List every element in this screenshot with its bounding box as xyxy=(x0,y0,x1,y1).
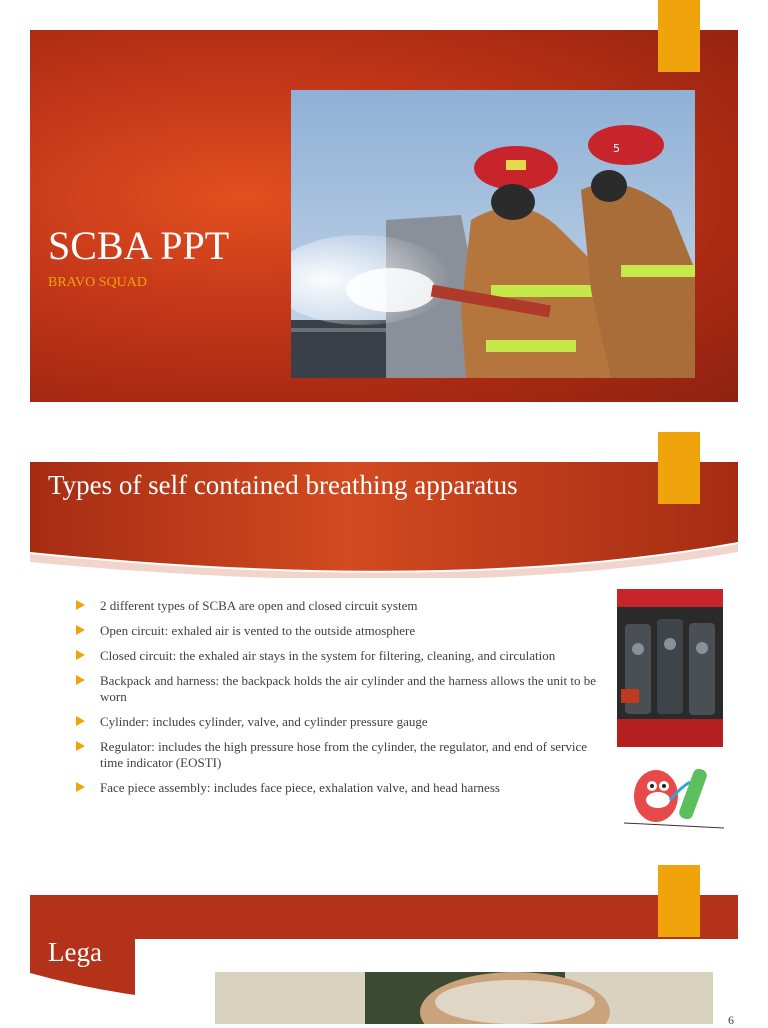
bullet-text: Face piece assembly: includes face piece, exhalation valve, and head harness xyxy=(100,780,500,795)
page-number: 6 xyxy=(728,1013,734,1027)
slide-title xyxy=(0,0,768,432)
bullet-arrow-icon xyxy=(76,741,85,751)
bullet-arrow-icon xyxy=(76,625,85,635)
bullet-item xyxy=(76,598,606,614)
bullet-arrow-icon xyxy=(76,600,85,610)
slide-title-text: Types of self contained breathing apparatus xyxy=(48,470,518,500)
oxygen-tank-cartoon xyxy=(604,748,738,838)
bullet-arrow-icon xyxy=(76,782,85,792)
accent-tab xyxy=(658,865,700,937)
bullet-item xyxy=(76,739,606,771)
bullet-text: Backpack and harness: the backpack holds the air cylinder and the harness allows the unit to be worn xyxy=(100,673,597,704)
accent-tab xyxy=(658,0,700,72)
helmet-number: 5 xyxy=(613,142,620,155)
portrait-photo xyxy=(215,972,713,1024)
bullet-text: Open circuit: exhaled air is vented to the outside atmosphere xyxy=(100,623,416,638)
bullet-text: 2 different types of SCBA are open and closed circuit system xyxy=(100,598,418,613)
bullet-item xyxy=(76,780,606,796)
firefighters-photo xyxy=(291,90,695,378)
bullet-item xyxy=(76,648,606,664)
bullet-item xyxy=(76,673,606,705)
slide-title-text: SCBA PPT xyxy=(48,223,230,268)
bullet-text: Closed circuit: the exhaled air stays in the system for filtering, cleaning, and circulation xyxy=(100,648,556,663)
accent-tab xyxy=(658,432,700,504)
bullet-text: Regulator: includes the high pressure hose from the cylinder, the regulator, and end of service time indicator (EOSTI) xyxy=(100,739,588,770)
slide-title-text: Lega xyxy=(48,937,102,967)
scba-rack-photo xyxy=(617,589,723,747)
bullet-arrow-icon xyxy=(76,650,85,660)
slide-subtitle: BRAVO SQUAD xyxy=(48,275,147,290)
slide-types xyxy=(0,432,768,865)
slide-legal xyxy=(0,865,768,1027)
bullet-arrow-icon xyxy=(76,716,85,726)
bullet-arrow-icon xyxy=(76,675,85,685)
bullet-item xyxy=(76,714,606,730)
bullet-list xyxy=(76,598,606,805)
bullet-item xyxy=(76,623,606,639)
bullet-text: Cylinder: includes cylinder, valve, and cylinder pressure gauge xyxy=(100,714,428,729)
